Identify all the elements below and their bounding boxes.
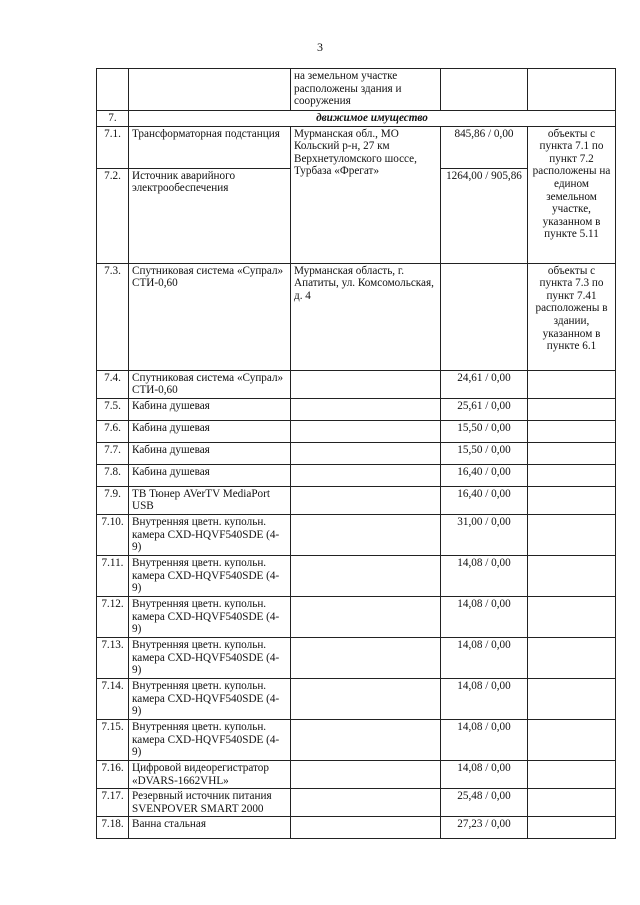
cell-num: 7.9. <box>97 486 129 514</box>
cell-num: 7.2. <box>97 168 129 263</box>
cell-name: Внутренняя цветн. купольн. камера CXD-HQVF540SDE (4-9) <box>129 555 291 596</box>
cell-note <box>528 678 616 719</box>
cell-value: 15,50 / 0,00 <box>441 420 528 442</box>
cell-note <box>528 370 616 398</box>
cell-location <box>291 555 441 596</box>
property-register-table <box>96 68 616 839</box>
cell-location <box>291 420 441 442</box>
cell-name: Трансформаторная подстанция <box>129 126 291 168</box>
cell-location <box>291 817 441 839</box>
table-row <box>97 678 616 719</box>
cell-note <box>528 420 616 442</box>
cell-name: Внутренняя цветн. купольн. камера CXD-HQVF540SDE (4-9) <box>129 637 291 678</box>
cell-name: Внутренняя цветн. купольн. камера CXD-HQVF540SDE (4-9) <box>129 596 291 637</box>
cell-note <box>528 760 616 788</box>
cell-location <box>291 464 441 486</box>
cell-value: 25,61 / 0,00 <box>441 398 528 420</box>
cell-num: 7.6. <box>97 420 129 442</box>
cell-value: 14,08 / 0,00 <box>441 596 528 637</box>
cell-num: 7.1. <box>97 126 129 168</box>
cell-num: 7.13. <box>97 637 129 678</box>
cell-location <box>291 678 441 719</box>
cell-value <box>441 263 528 370</box>
cell-note <box>528 789 616 817</box>
cell-note <box>528 817 616 839</box>
cell-num: 7.10. <box>97 514 129 555</box>
cell-location <box>291 370 441 398</box>
cell-note <box>528 555 616 596</box>
cell-location: Мурманская обл., МО Кольский р-н, 27 км Верхнетуломского шоссе, Турбаза «Фрегат» <box>291 126 441 263</box>
cell-value: 1264,00 / 905,86 <box>441 168 528 263</box>
table-row <box>97 760 616 788</box>
page-number: 3 <box>317 40 323 54</box>
cell-note <box>528 637 616 678</box>
cell-value: 24,61 / 0,00 <box>441 370 528 398</box>
cell-location <box>291 719 441 760</box>
cell-value <box>441 69 528 111</box>
cell-name: Кабина душевая <box>129 442 291 464</box>
cell-name: Спутниковая система «Супрал» СТИ-0,60 <box>129 263 291 370</box>
table-row <box>97 817 616 839</box>
cell-location: Мурманская область, г. Апатиты, ул. Комсомольская, д. 4 <box>291 263 441 370</box>
cell-name: Кабина душевая <box>129 464 291 486</box>
cell-value: 14,08 / 0,00 <box>441 637 528 678</box>
cell-num: 7.18. <box>97 817 129 839</box>
cell-num: 7.14. <box>97 678 129 719</box>
cell-num: 7.15. <box>97 719 129 760</box>
cell-location <box>291 486 441 514</box>
cell-value: 16,40 / 0,00 <box>441 464 528 486</box>
cell-num: 7.4. <box>97 370 129 398</box>
cell-note <box>528 486 616 514</box>
table-row <box>97 464 616 486</box>
cell-name: Резервный источник питания SVENPOVER SMART 2000 <box>129 789 291 817</box>
cell-num: 7.5. <box>97 398 129 420</box>
cell-name: ТВ Тюнер AVerTV MediaPort USB <box>129 486 291 514</box>
cell-location <box>291 398 441 420</box>
table-row <box>97 69 616 111</box>
cell-num: 7.11. <box>97 555 129 596</box>
cell-value: 16,40 / 0,00 <box>441 486 528 514</box>
table-row <box>97 555 616 596</box>
cell-num: 7.7. <box>97 442 129 464</box>
cell-note <box>528 514 616 555</box>
cell-value: 15,50 / 0,00 <box>441 442 528 464</box>
cell-location <box>291 442 441 464</box>
cell-value: 25,48 / 0,00 <box>441 789 528 817</box>
cell-num: 7.3. <box>97 263 129 370</box>
cell-location <box>291 514 441 555</box>
cell-num <box>97 69 129 111</box>
cell-name: Кабина душевая <box>129 420 291 442</box>
cell-location <box>291 789 441 817</box>
cell-note <box>528 398 616 420</box>
table-row <box>97 398 616 420</box>
table-row <box>97 637 616 678</box>
cell-value: 27,23 / 0,00 <box>441 817 528 839</box>
table-row <box>97 486 616 514</box>
cell-value: 14,08 / 0,00 <box>441 678 528 719</box>
table-row <box>97 420 616 442</box>
cell-name: Цифровой видеорегистратор «DVARS-1662VHL» <box>129 760 291 788</box>
table-row <box>97 263 616 370</box>
cell-num: 7.8. <box>97 464 129 486</box>
cell-note <box>528 719 616 760</box>
cell-value: 845,86 / 0,00 <box>441 126 528 168</box>
cell-name: Спутниковая система «Супрал» СТИ-0,60 <box>129 370 291 398</box>
table-row <box>97 126 616 168</box>
cell-num: 7.12. <box>97 596 129 637</box>
cell-name: Внутренняя цветн. купольн. камера CXD-HQVF540SDE (4-9) <box>129 514 291 555</box>
cell-name: Внутренняя цветн. купольн. камера CXD-HQVF540SDE (4-9) <box>129 678 291 719</box>
table-row <box>97 442 616 464</box>
cell-note <box>528 596 616 637</box>
cell-value: 31,00 / 0,00 <box>441 514 528 555</box>
cell-location <box>291 637 441 678</box>
cell-num: 7.17. <box>97 789 129 817</box>
cell-num: 7.16. <box>97 760 129 788</box>
cell-location: на земельном участке расположены здания и сооружения <box>291 69 441 111</box>
cell-note: объекты с пункта 7.3 по пункт 7.41 расположены в здании, указанном в пункте 6.1 <box>528 263 616 370</box>
cell-location <box>291 760 441 788</box>
cell-note: объекты с пункта 7.1 по пункт 7.2 расположены на едином земельном участке, указанном в пункте 5.11 <box>528 126 616 263</box>
cell-name: Ванна стальная <box>129 817 291 839</box>
table-row <box>97 370 616 398</box>
section-title: движимое имущество <box>129 111 616 127</box>
cell-value: 14,08 / 0,00 <box>441 555 528 596</box>
table-row <box>97 596 616 637</box>
cell-note <box>528 442 616 464</box>
section-num: 7. <box>97 111 129 127</box>
cell-note <box>528 69 616 111</box>
cell-note <box>528 464 616 486</box>
cell-name: Источник аварийного электрообеспечения <box>129 168 291 263</box>
cell-location <box>291 596 441 637</box>
cell-name <box>129 69 291 111</box>
cell-value: 14,08 / 0,00 <box>441 719 528 760</box>
table-row <box>97 789 616 817</box>
cell-value: 14,08 / 0,00 <box>441 760 528 788</box>
section-header-row <box>97 111 616 127</box>
table-row <box>97 514 616 555</box>
cell-name: Кабина душевая <box>129 398 291 420</box>
cell-name: Внутренняя цветн. купольн. камера CXD-HQVF540SDE (4-9) <box>129 719 291 760</box>
table-row <box>97 719 616 760</box>
